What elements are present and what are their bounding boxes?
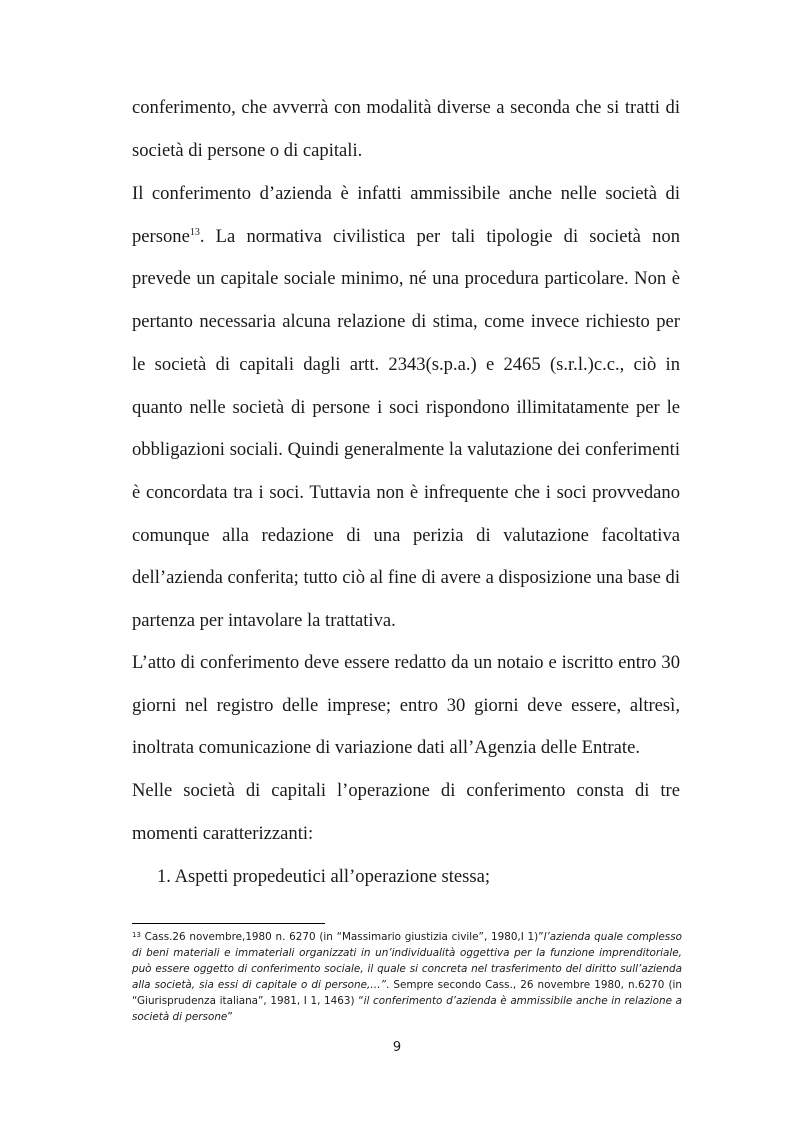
paragraph-2-text-end: . La normativa civilistica per tali tipologie di società non prevede un capitale sociale minimo, né una procedura particolare. Non è pertanto necessaria alcuna relazione di stima, come invece richiesto per le società di capitali dagli artt. 2343(s.p.a.) e 2465 (s.r.l.)c.c., ciò in quanto nelle società di persone i soci rispondono illimitatamente per le obbligazioni sociali. Quindi generalmente la valutazione dei conferimenti è concordata tra i soci. Tuttavia non è infrequente che i soci provvedano comunque alla redazione di una perizia di valutazione facoltativa dell’azienda conferita; tutto ciò al fine di avere a disposizione una base di partenza per intavolare la trattativa.	[132, 225, 680, 632]
footnote	[132, 929, 682, 1025]
footnote-reference[interactable]: 13	[189, 226, 200, 238]
paragraph-3: L’atto di conferimento deve essere redatto da un notaio e iscritto entro 30 giorni nel registro delle imprese; entro 30 giorni deve essere, altresì, inoltrata comunicazione di variazione dati all’Agenzia delle Entrate.	[132, 652, 680, 759]
paragraph-2	[132, 173, 680, 643]
list-item: 1. Aspetti propedeutici all’operazione stessa;	[157, 866, 491, 887]
footnote-quote-2: il conferimento d’azienda è ammissibile anche in relazione a società di persone	[132, 995, 682, 1023]
paragraph-4: Nelle società di capitali l’operazione di conferimento consta di tre momenti caratterizzanti:	[132, 780, 680, 844]
footnote-text-2: . Sempre secondo Cass., 26 novembre 1980, n.6270 (in “Giurisprudenza italiana”, 1981, I 1, 1463) “	[132, 979, 682, 1007]
footnote-quote-1: l’azienda quale complesso di beni materiali e immateriali organizzati in un’individualità oggettiva per la funzione imprenditoriale, può essere oggetto di conferimento sociale, il quale si concreta nel trasferimento del diritto sull’azienda alla società, sia essi di capitale o di persone,…”	[132, 931, 682, 991]
footnote-number: 13	[132, 931, 141, 939]
paragraph-2-text-start: Il conferimento d’azienda è infatti ammissibile anche nelle società di persone	[132, 183, 680, 247]
paragraph-1: conferimento, che avverrà con modalità diverse a seconda che si tratti di società di persone o di capitali.	[132, 97, 680, 161]
footnote-text-3: ”	[227, 1011, 233, 1023]
footnote-text-1: Cass.26 novembre,1980 n. 6270 (in “Massimario giustizia civile”, 1980,I 1)”	[140, 931, 544, 943]
page-number: 9	[392, 1040, 402, 1055]
footnote-separator	[132, 923, 325, 924]
